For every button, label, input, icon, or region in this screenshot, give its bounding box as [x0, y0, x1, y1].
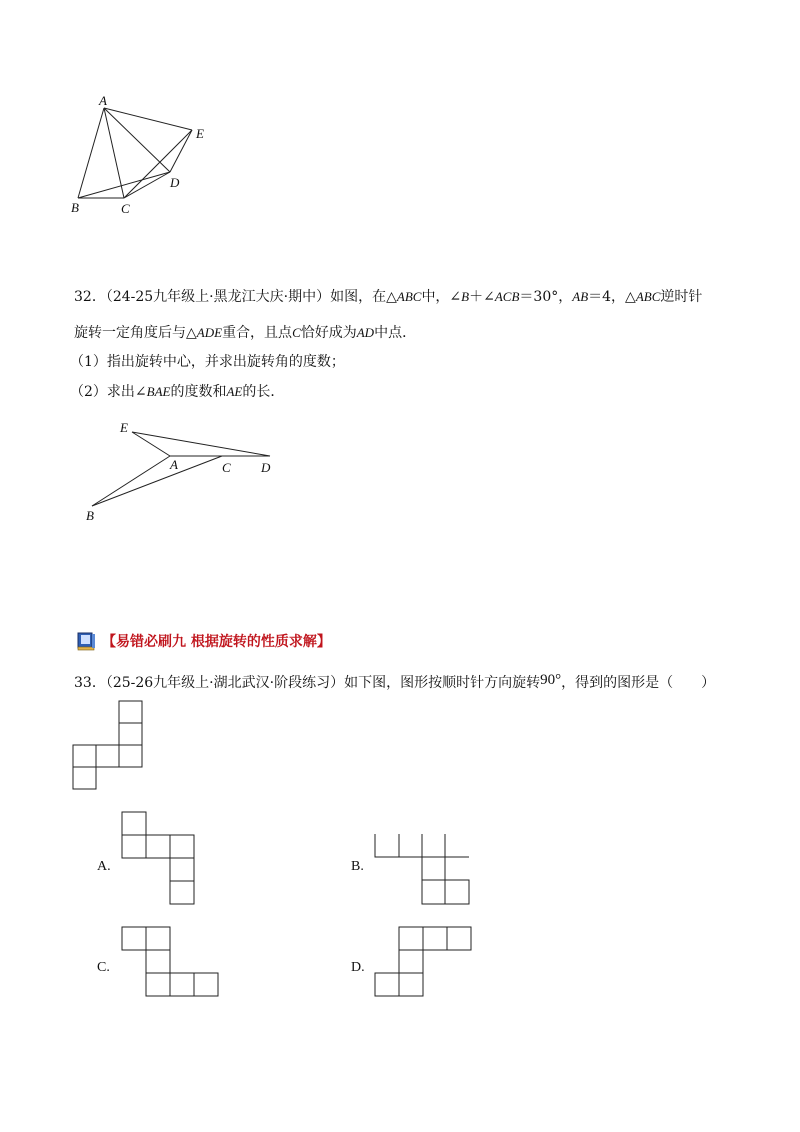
q32-line2: [74, 323, 416, 343]
q32-text: 如图，在△: [330, 289, 397, 305]
q32-math: AB: [572, 289, 589, 304]
label-e: E: [196, 126, 204, 141]
q33-angle: 90°: [540, 672, 562, 688]
q32-sub1: （1）指出旋转中心，并求出旋转角的度数；: [70, 354, 345, 370]
option-b-letter: B.: [351, 859, 364, 874]
label-a: A: [170, 457, 178, 472]
option-a[interactable]: [97, 859, 111, 875]
q32-math: BAE: [146, 384, 171, 399]
figure-2: [80, 418, 290, 528]
q32-math: ABC: [396, 289, 422, 304]
option-c[interactable]: [97, 960, 110, 976]
q32-math: AD: [356, 325, 375, 340]
figure-1: [60, 90, 230, 220]
q32-text: 逆时针: [660, 289, 703, 305]
q32-text: 的长．: [242, 384, 285, 400]
label-e: E: [120, 420, 128, 435]
label-a: A: [99, 93, 107, 108]
q32-text: （2）求出∠: [70, 384, 147, 400]
label-c: C: [222, 460, 231, 475]
q33-line: [74, 673, 715, 693]
q33-text: ，得到的图形是（ ）: [561, 675, 716, 691]
q32-sub2: [70, 382, 284, 402]
q32-text: 恰好成为: [300, 325, 357, 341]
label-d: D: [261, 460, 271, 475]
q32-text: ＋∠: [469, 289, 495, 305]
option-b-figure[interactable]: [372, 832, 472, 906]
q32-math: B: [461, 289, 470, 304]
section-title: 【易错必刷九 根据旋转的性质求解】: [102, 634, 331, 650]
option-a-letter: A.: [97, 859, 111, 874]
q33-source: （25-26九年级上·湖北武汉·阶段练习）: [105, 675, 345, 691]
option-b[interactable]: [351, 859, 364, 875]
label-c: C: [121, 201, 130, 216]
q32-line1: [74, 287, 702, 307]
option-c-figure[interactable]: [120, 925, 220, 999]
q32-math: ADE: [196, 325, 223, 340]
q33-number: 33．: [74, 675, 106, 691]
q32-text: 旋转一定角度后与△: [74, 325, 197, 341]
q32-text: 重合，且点: [222, 325, 293, 341]
q33-text: 如下图，图形按顺时针方向旋转: [344, 675, 541, 691]
label-b: B: [86, 508, 94, 523]
q32-math: AE: [226, 384, 243, 399]
q32-text: ＝30°，: [519, 289, 573, 305]
option-d[interactable]: [351, 960, 365, 976]
book-icon: [76, 630, 98, 652]
q32-math: ACB: [494, 289, 520, 304]
label-b: B: [71, 200, 79, 215]
q32-text: 中点．: [374, 325, 417, 341]
q32-text: 中，∠: [421, 289, 462, 305]
option-a-figure[interactable]: [120, 810, 196, 906]
section-header: [76, 630, 331, 652]
q32-source: （24-25九年级上·黑龙江大庆·期中）: [105, 289, 331, 305]
q32-math: C: [292, 325, 301, 340]
q32-text: 的度数和: [170, 384, 227, 400]
q33-original-figure: [70, 700, 144, 794]
label-d: D: [170, 175, 180, 190]
option-d-figure[interactable]: [373, 925, 473, 999]
q32-text: ＝4，△: [588, 289, 636, 305]
q32-math: ABC: [635, 289, 661, 304]
q32-number: 32．: [74, 289, 106, 305]
option-c-letter: C.: [97, 960, 110, 975]
option-d-letter: D.: [351, 960, 365, 975]
